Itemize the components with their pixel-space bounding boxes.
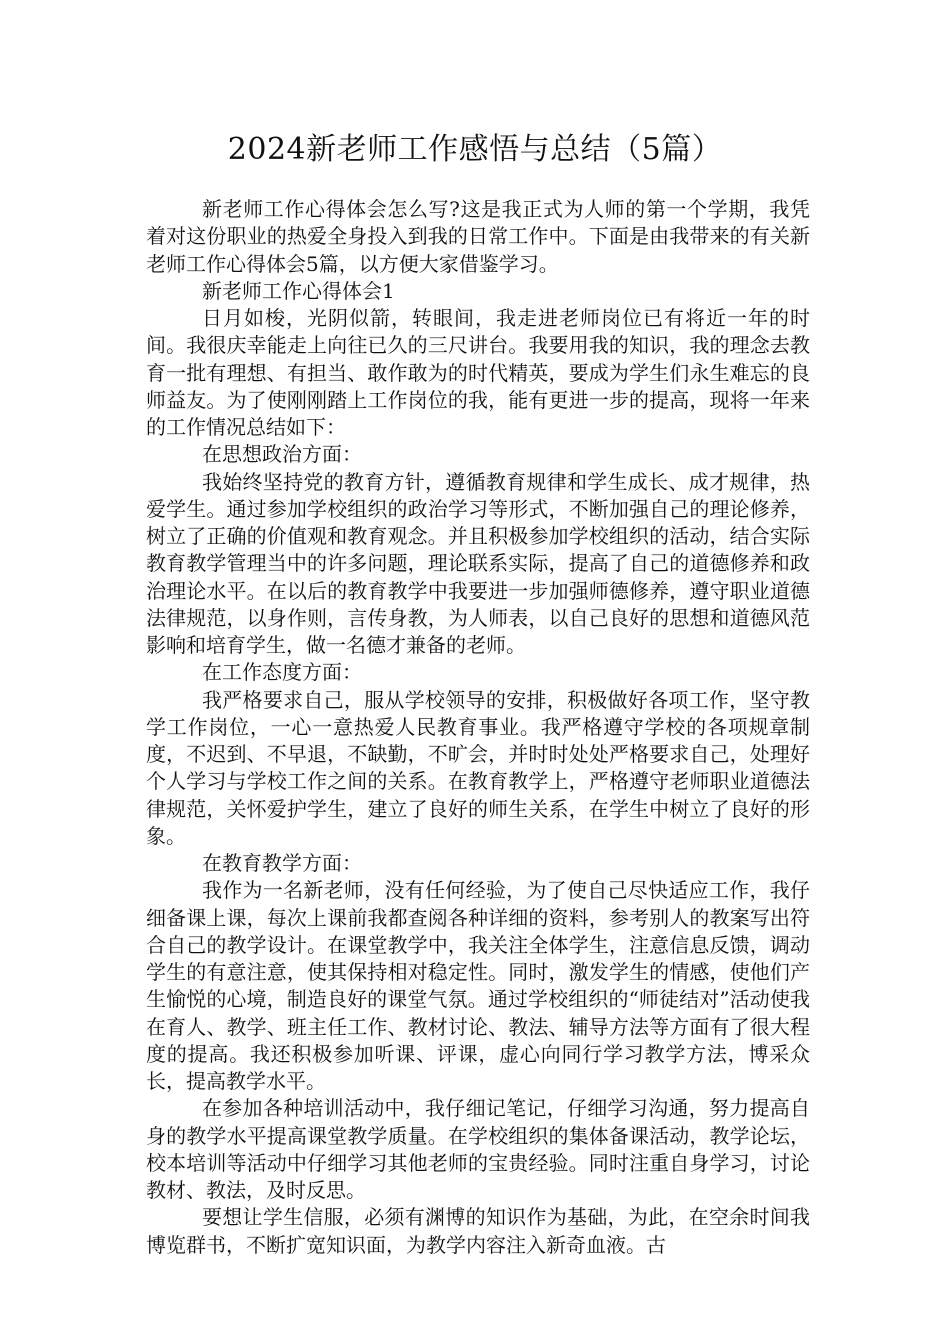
paragraph-intro: 新老师工作心得体会怎么写?这是我正式为人师的第一个学期，我凭着对这份职业的热爱全身投入到我的日常工作中。下面是由我带来的有关新老师工作心得体会5篇，以方便大家借鉴学习。	[146, 197, 810, 276]
paragraph: 我作为一名新老师，没有任何经验，为了使自己尽快适应工作，我仔细备课上课，每次上课前我都查阅各种详细的资料，参考别人的教案写出符合自己的教学设计。在课堂教学中，我关注全体学生，注意信息反馈，调动学生的有意注意，使其保持相对稳定性。同时，激发学生的情感，使他们产生愉悦的心境，制造良好的课堂气氛。通过学校组织的“师徒结对”活动使我在育人、教学、班主任工作、教材讨论、教法、辅导方法等方面有了很大程度的提高。我还积极参加听课、评课，虚心向同行学习教学方法，博采众长，提高教学水平。	[146, 878, 810, 1093]
paragraph-subheading: 在思想政治方面：	[202, 442, 362, 467]
paragraph-subheading: 在教育教学方面：	[202, 851, 362, 875]
paragraph: 在参加各种培训活动中，我仔细记笔记，仔细学习沟通，努力提高自身的教学水平提高课堂教学质量。在学校组织的集体备课活动，教学论坛，校本培训等活动中仔细学习其他老师的宝贵经验。同时注重自身学习，讨论教材、教法，及时反思。	[146, 1096, 810, 1202]
paragraph: 我始终坚持党的教育方针，遵循教育规律和学生成长、成才规律，热爱学生。通过参加学校组织的政治学习等形式，不断加强自己的理论修养，树立了正确的价值观和教育观念。并且积极参加学校组织的活动，结合实际教育教学管理当中的许多问题，理论联系实际，提高了自己的道德修养和政治理论水平。在以后的教育教学中我要进一步加强师德修养，遵守职业道德法律规范，以身作则，言传身教，为人师表，以自己良好的思想和道德风范影响和培育学生，做一名德才兼备的老师。	[146, 469, 810, 657]
paragraph-subheading: 在工作态度方面：	[202, 660, 362, 685]
paragraph: 我严格要求自己，服从学校领导的安排，积极做好各项工作，坚守教学工作岗位，一心一意热爱人民教育事业。我严格遵守学校的各项规章制度，不迟到、不早退，不缺勤，不旷会，并时时处处严格要求自己，处理好个人学习与学校工作之间的关系。在教育教学上，严格遵守老师职业道德法律规范，关怀爱护学生，建立了良好的师生关系，在学生中树立了良好的形象。	[146, 687, 810, 848]
document-body	[146, 196, 810, 1259]
paragraph: 要想让学生信服，必须有渊博的知识作为基础，为此，在空余时间我博览群书，不断扩宽知识面，为教学内容注入新奇血液。古	[146, 1205, 810, 1257]
paragraph-section-heading: 新老师工作心得体会1	[202, 278, 395, 303]
document-title: 2024新老师工作感悟与总结（5篇）	[227, 132, 723, 167]
paragraph: 日月如梭，光阴似箭，转眼间，我走进老师岗位已有将近一年的时间。我很庆幸能走上向往已久的三尺讲台。我要用我的知识，我的理念去教育一批有理想、有担当、敢作敢为的时代精英，要成为学生们永生难忘的良师益友。为了使刚刚踏上工作岗位的我，能有更进一步的提高，现将一年来的工作情况总结如下：	[146, 306, 810, 439]
